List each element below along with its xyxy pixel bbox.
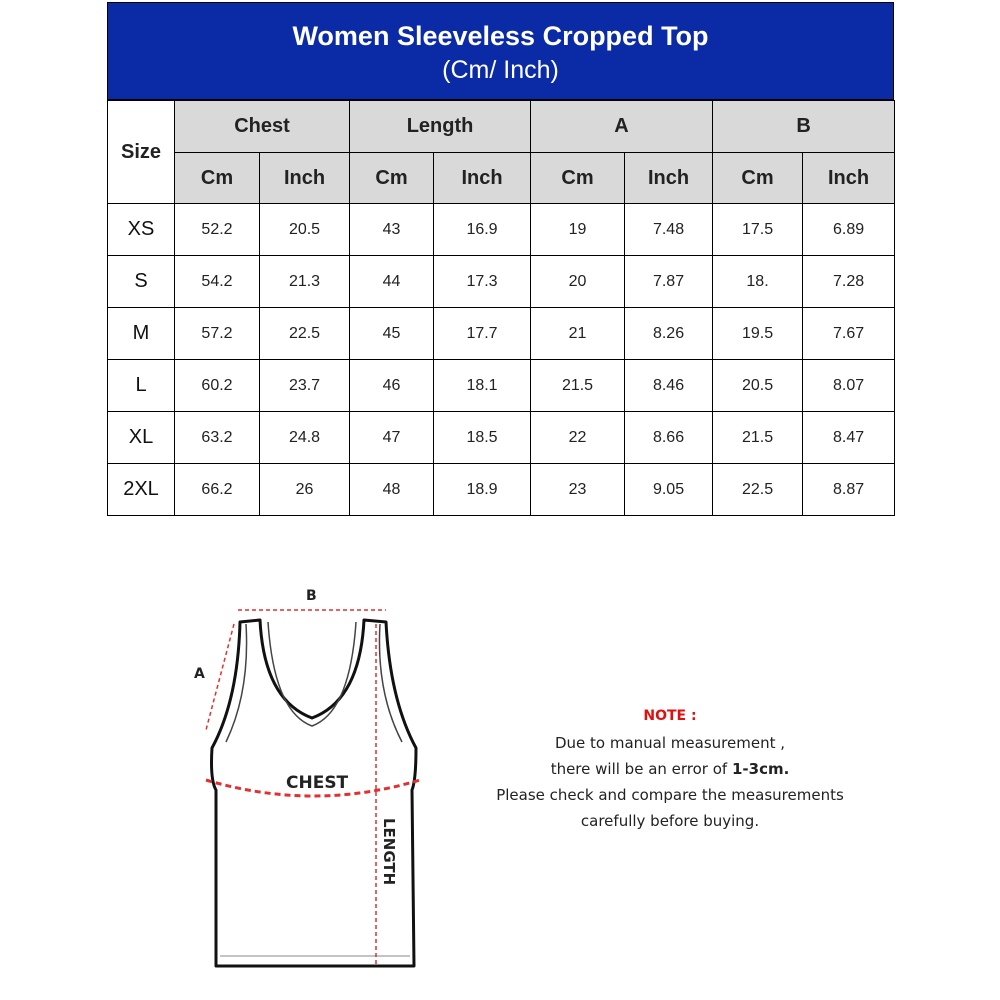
group-header-chest: Chest [175, 101, 350, 153]
table-cell: 20 [531, 256, 625, 308]
table-cell: 48 [350, 464, 434, 516]
unit-header-cm: Cm [713, 153, 803, 204]
table-cell: 7.48 [625, 204, 713, 256]
table-cell: 18.1 [434, 360, 531, 412]
table-cell: 9.05 [625, 464, 713, 516]
table-cell: 8.07 [803, 360, 895, 412]
table-cell: 23.7 [260, 360, 350, 412]
chart-subtitle: (Cm/ Inch) [442, 56, 559, 84]
unit-header-cm: Cm [175, 153, 260, 204]
table-cell: 52.2 [175, 204, 260, 256]
table-cell: 22 [531, 412, 625, 464]
unit-header-inch: Inch [434, 153, 531, 204]
group-header-length: Length [350, 101, 531, 153]
size-label: M [108, 308, 175, 360]
table-cell: 22.5 [260, 308, 350, 360]
size-label: XL [108, 412, 175, 464]
table-cell: 17.3 [434, 256, 531, 308]
size-column-header: Size [108, 101, 175, 204]
table-cell: 8.47 [803, 412, 895, 464]
table-cell: 6.89 [803, 204, 895, 256]
note-block [470, 708, 870, 834]
label-chest: CHEST [286, 773, 349, 793]
table-cell: 24.8 [260, 412, 350, 464]
table-cell: 20.5 [260, 204, 350, 256]
note-line-1: Due to manual measurement , [554, 734, 785, 752]
table-cell: 45 [350, 308, 434, 360]
title-bar [107, 2, 894, 100]
table-cell: 17.5 [713, 204, 803, 256]
tank-top-diagram [190, 580, 440, 970]
note-error-range: 1-3cm. [731, 760, 790, 778]
table-cell: 57.2 [175, 308, 260, 360]
table-cell: 17.7 [434, 308, 531, 360]
table-cell: 8.66 [625, 412, 713, 464]
note-line-2 [470, 756, 870, 782]
table-row [108, 412, 895, 464]
table-cell: 23 [531, 464, 625, 516]
table-cell: 43 [350, 204, 434, 256]
table-cell: 60.2 [175, 360, 260, 412]
table-row [108, 360, 895, 412]
table-cell: 54.2 [175, 256, 260, 308]
group-header-a: A [531, 101, 713, 153]
note-title: NOTE : [643, 708, 697, 724]
note-line-3: Please check and compare the measurements [496, 786, 844, 804]
unit-header-cm: Cm [350, 153, 434, 204]
tank-top-outline [212, 620, 417, 966]
size-label: S [108, 256, 175, 308]
table-cell: 18.5 [434, 412, 531, 464]
table-cell: 46 [350, 360, 434, 412]
unit-header-inch: Inch [803, 153, 895, 204]
table-cell: 21 [531, 308, 625, 360]
size-table [107, 100, 895, 516]
table-cell: 7.67 [803, 308, 895, 360]
table-row [108, 308, 895, 360]
table-cell: 26 [260, 464, 350, 516]
note-line-2-text: there will be an error of [550, 760, 732, 778]
table-cell: 18. [713, 256, 803, 308]
table-cell: 16.9 [434, 204, 531, 256]
table-cell: 20.5 [713, 360, 803, 412]
chart-title: Women Sleeveless Cropped Top [292, 21, 709, 51]
table-cell: 21.5 [713, 412, 803, 464]
size-label: XS [108, 204, 175, 256]
table-cell: 47 [350, 412, 434, 464]
table-row [108, 204, 895, 256]
size-chart [107, 2, 894, 516]
unit-header-inch: Inch [625, 153, 713, 204]
table-cell: 7.28 [803, 256, 895, 308]
table-cell: 8.46 [625, 360, 713, 412]
group-header-b: B [713, 101, 895, 153]
size-label: L [108, 360, 175, 412]
table-cell: 18.9 [434, 464, 531, 516]
table-cell: 19.5 [713, 308, 803, 360]
label-a: A [194, 666, 205, 682]
table-cell: 19 [531, 204, 625, 256]
table-cell: 21.3 [260, 256, 350, 308]
table-cell: 8.87 [803, 464, 895, 516]
table-cell: 63.2 [175, 412, 260, 464]
unit-header-cm: Cm [531, 153, 625, 204]
table-cell: 7.87 [625, 256, 713, 308]
table-cell: 21.5 [531, 360, 625, 412]
size-label: 2XL [108, 464, 175, 516]
label-length: LENGTH [380, 818, 398, 886]
table-row [108, 464, 895, 516]
label-b: B [306, 588, 317, 604]
note-line-4: carefully before buying. [580, 812, 760, 830]
table-cell: 44 [350, 256, 434, 308]
table-cell: 66.2 [175, 464, 260, 516]
unit-header-inch: Inch [260, 153, 350, 204]
table-cell: 22.5 [713, 464, 803, 516]
table-row [108, 256, 895, 308]
table-cell: 8.26 [625, 308, 713, 360]
